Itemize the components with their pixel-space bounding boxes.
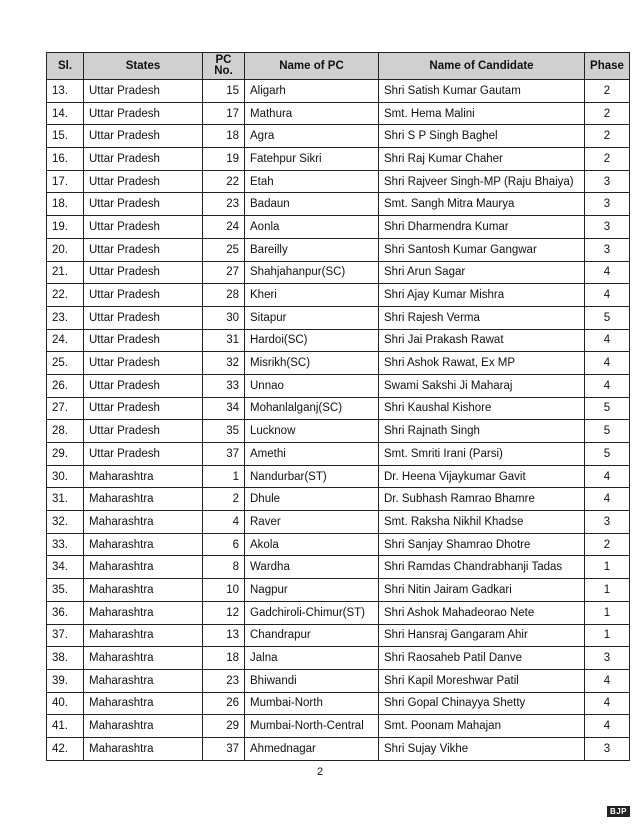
cell-phase: 5 <box>585 443 630 466</box>
cell-phase: 3 <box>585 737 630 760</box>
cell-phase: 4 <box>585 374 630 397</box>
cell-pc-no: 34 <box>203 397 245 420</box>
cell-state: Uttar Pradesh <box>84 148 203 171</box>
cell-sl: 15. <box>47 125 84 148</box>
cell-candidate: Shri Rajesh Verma <box>379 306 585 329</box>
cell-pc-no: 33 <box>203 374 245 397</box>
cell-candidate: Dr. Subhash Ramrao Bhamre <box>379 488 585 511</box>
table-row <box>47 261 630 284</box>
table-row <box>47 216 630 239</box>
cell-pc-name: Aonla <box>245 216 379 239</box>
cell-candidate: Shri Gopal Chinayya Shetty <box>379 692 585 715</box>
cell-pc-no: 27 <box>203 261 245 284</box>
cell-candidate: Smt. Poonam Mahajan <box>379 715 585 738</box>
cell-phase: 3 <box>585 193 630 216</box>
cell-pc-no: 29 <box>203 715 245 738</box>
cell-pc-no: 10 <box>203 579 245 602</box>
cell-pc-no: 17 <box>203 102 245 125</box>
cell-phase: 4 <box>585 715 630 738</box>
table-row <box>47 284 630 307</box>
cell-state: Uttar Pradesh <box>84 238 203 261</box>
cell-candidate: Shri Rajveer Singh-MP (Raju Bhaiya) <box>379 170 585 193</box>
cell-sl: 37. <box>47 624 84 647</box>
cell-phase: 4 <box>585 669 630 692</box>
table-row <box>47 102 630 125</box>
cell-phase: 4 <box>585 465 630 488</box>
cell-pc-no: 23 <box>203 669 245 692</box>
header-pc-name: Name of PC <box>245 53 379 80</box>
cell-state: Maharashtra <box>84 579 203 602</box>
cell-candidate: Shri Kapil Moreshwar Patil <box>379 669 585 692</box>
cell-candidate: Smt. Hema Malini <box>379 102 585 125</box>
cell-state: Maharashtra <box>84 511 203 534</box>
cell-pc-name: Wardha <box>245 556 379 579</box>
cell-sl: 26. <box>47 374 84 397</box>
cell-sl: 25. <box>47 352 84 375</box>
cell-phase: 4 <box>585 488 630 511</box>
table-row <box>47 511 630 534</box>
cell-sl: 40. <box>47 692 84 715</box>
table-row <box>47 488 630 511</box>
cell-sl: 16. <box>47 148 84 171</box>
cell-pc-no: 23 <box>203 193 245 216</box>
cell-pc-name: Nandurbar(ST) <box>245 465 379 488</box>
cell-phase: 3 <box>585 238 630 261</box>
cell-pc-no: 1 <box>203 465 245 488</box>
cell-sl: 18. <box>47 193 84 216</box>
cell-state: Uttar Pradesh <box>84 193 203 216</box>
cell-candidate: Shri Raj Kumar Chaher <box>379 148 585 171</box>
cell-phase: 4 <box>585 692 630 715</box>
cell-pc-name: Jalna <box>245 647 379 670</box>
table-row <box>47 465 630 488</box>
cell-state: Uttar Pradesh <box>84 125 203 148</box>
cell-state: Maharashtra <box>84 533 203 556</box>
cell-phase: 5 <box>585 397 630 420</box>
cell-state: Maharashtra <box>84 488 203 511</box>
cell-phase: 3 <box>585 647 630 670</box>
cell-sl: 13. <box>47 80 84 103</box>
cell-phase: 4 <box>585 284 630 307</box>
cell-state: Uttar Pradesh <box>84 352 203 375</box>
cell-phase: 2 <box>585 148 630 171</box>
cell-state: Maharashtra <box>84 556 203 579</box>
cell-candidate: Shri Ashok Mahadeorao Nete <box>379 601 585 624</box>
cell-pc-no: 32 <box>203 352 245 375</box>
cell-pc-no: 8 <box>203 556 245 579</box>
cell-pc-name: Shahjahanpur(SC) <box>245 261 379 284</box>
cell-pc-no: 25 <box>203 238 245 261</box>
cell-pc-no: 13 <box>203 624 245 647</box>
cell-state: Uttar Pradesh <box>84 284 203 307</box>
cell-sl: 42. <box>47 737 84 760</box>
cell-pc-no: 28 <box>203 284 245 307</box>
cell-pc-name: Gadchiroli-Chimur(ST) <box>245 601 379 624</box>
cell-sl: 34. <box>47 556 84 579</box>
cell-pc-name: Badaun <box>245 193 379 216</box>
cell-pc-name: Hardoi(SC) <box>245 329 379 352</box>
cell-sl: 22. <box>47 284 84 307</box>
cell-pc-no: 30 <box>203 306 245 329</box>
cell-sl: 30. <box>47 465 84 488</box>
table-row <box>47 125 630 148</box>
cell-pc-name: Unnao <box>245 374 379 397</box>
table-row <box>47 80 630 103</box>
header-pc-no <box>203 53 245 80</box>
header-candidate: Name of Candidate <box>379 53 585 80</box>
cell-pc-name: Sitapur <box>245 306 379 329</box>
cell-phase: 4 <box>585 352 630 375</box>
cell-phase: 4 <box>585 261 630 284</box>
cell-candidate: Shri Hansraj Gangaram Ahir <box>379 624 585 647</box>
cell-sl: 39. <box>47 669 84 692</box>
cell-pc-no: 37 <box>203 737 245 760</box>
cell-state: Maharashtra <box>84 647 203 670</box>
cell-sl: 19. <box>47 216 84 239</box>
table-row <box>47 624 630 647</box>
cell-pc-name: Raver <box>245 511 379 534</box>
cell-candidate: Shri Ajay Kumar Mishra <box>379 284 585 307</box>
cell-candidate: Shri Sujay Vikhe <box>379 737 585 760</box>
cell-state: Uttar Pradesh <box>84 306 203 329</box>
cell-phase: 5 <box>585 420 630 443</box>
cell-sl: 32. <box>47 511 84 534</box>
table-row <box>47 692 630 715</box>
cell-state: Maharashtra <box>84 715 203 738</box>
cell-pc-no: 24 <box>203 216 245 239</box>
cell-state: Maharashtra <box>84 465 203 488</box>
cell-pc-no: 37 <box>203 443 245 466</box>
cell-state: Maharashtra <box>84 692 203 715</box>
cell-state: Uttar Pradesh <box>84 374 203 397</box>
table-body <box>47 80 630 761</box>
cell-pc-no: 2 <box>203 488 245 511</box>
cell-sl: 33. <box>47 533 84 556</box>
cell-pc-no: 4 <box>203 511 245 534</box>
cell-state: Maharashtra <box>84 737 203 760</box>
cell-state: Uttar Pradesh <box>84 397 203 420</box>
cell-pc-name: Dhule <box>245 488 379 511</box>
cell-pc-name: Kheri <box>245 284 379 307</box>
cell-candidate: Shri Rajnath Singh <box>379 420 585 443</box>
cell-phase: 2 <box>585 533 630 556</box>
cell-candidate: Smt. Smriti Irani (Parsi) <box>379 443 585 466</box>
cell-phase: 1 <box>585 624 630 647</box>
table-row <box>47 715 630 738</box>
table-row <box>47 374 630 397</box>
header-pc-no-line1: PC <box>215 54 232 66</box>
table-row <box>47 420 630 443</box>
cell-sl: 28. <box>47 420 84 443</box>
table-row <box>47 737 630 760</box>
header-phase: Phase <box>585 53 630 80</box>
cell-pc-name: Amethi <box>245 443 379 466</box>
cell-candidate: Shri Raosaheb Patil Danve <box>379 647 585 670</box>
watermark-logo: BJP <box>607 806 630 817</box>
cell-candidate: Swami Sakshi Ji Maharaj <box>379 374 585 397</box>
cell-candidate: Shri Sanjay Shamrao Dhotre <box>379 533 585 556</box>
cell-phase: 2 <box>585 102 630 125</box>
table-row <box>47 443 630 466</box>
cell-phase: 1 <box>585 601 630 624</box>
cell-sl: 21. <box>47 261 84 284</box>
cell-state: Maharashtra <box>84 601 203 624</box>
cell-sl: 38. <box>47 647 84 670</box>
cell-pc-name: Misrikh(SC) <box>245 352 379 375</box>
cell-pc-name: Mumbai-North <box>245 692 379 715</box>
cell-candidate: Dr. Heena Vijaykumar Gavit <box>379 465 585 488</box>
cell-candidate: Shri Dharmendra Kumar <box>379 216 585 239</box>
cell-phase: 1 <box>585 556 630 579</box>
cell-pc-name: Bhiwandi <box>245 669 379 692</box>
table-row <box>47 397 630 420</box>
cell-pc-name: Mathura <box>245 102 379 125</box>
cell-candidate: Shri S P Singh Baghel <box>379 125 585 148</box>
cell-state: Uttar Pradesh <box>84 329 203 352</box>
cell-pc-name: Lucknow <box>245 420 379 443</box>
table-row <box>47 556 630 579</box>
table-row <box>47 533 630 556</box>
cell-pc-no: 15 <box>203 80 245 103</box>
cell-phase: 1 <box>585 579 630 602</box>
table-row <box>47 647 630 670</box>
cell-state: Uttar Pradesh <box>84 170 203 193</box>
cell-candidate: Shri Kaushal Kishore <box>379 397 585 420</box>
cell-sl: 17. <box>47 170 84 193</box>
cell-pc-name: Akola <box>245 533 379 556</box>
table-row <box>47 329 630 352</box>
cell-pc-name: Bareilly <box>245 238 379 261</box>
cell-candidate: Shri Nitin Jairam Gadkari <box>379 579 585 602</box>
cell-pc-no: 26 <box>203 692 245 715</box>
cell-candidate: Smt. Raksha Nikhil Khadse <box>379 511 585 534</box>
cell-sl: 41. <box>47 715 84 738</box>
cell-pc-no: 22 <box>203 170 245 193</box>
table-row <box>47 352 630 375</box>
cell-pc-name: Chandrapur <box>245 624 379 647</box>
cell-candidate: Shri Ashok Rawat, Ex MP <box>379 352 585 375</box>
table-row <box>47 579 630 602</box>
candidate-table <box>46 52 630 761</box>
cell-phase: 2 <box>585 80 630 103</box>
header-pc-no-line2: No. <box>214 65 233 77</box>
cell-sl: 29. <box>47 443 84 466</box>
cell-pc-no: 12 <box>203 601 245 624</box>
table-row <box>47 238 630 261</box>
cell-sl: 35. <box>47 579 84 602</box>
header-sl: Sl. <box>47 53 84 80</box>
cell-state: Maharashtra <box>84 669 203 692</box>
cell-state: Uttar Pradesh <box>84 216 203 239</box>
cell-pc-name: Agra <box>245 125 379 148</box>
table-row <box>47 669 630 692</box>
cell-sl: 24. <box>47 329 84 352</box>
table-row <box>47 170 630 193</box>
cell-pc-name: Mumbai-North-Central <box>245 715 379 738</box>
cell-pc-no: 6 <box>203 533 245 556</box>
cell-pc-name: Mohanlalganj(SC) <box>245 397 379 420</box>
table-row <box>47 193 630 216</box>
cell-phase: 3 <box>585 216 630 239</box>
cell-sl: 36. <box>47 601 84 624</box>
cell-state: Uttar Pradesh <box>84 261 203 284</box>
cell-sl: 23. <box>47 306 84 329</box>
cell-phase: 5 <box>585 306 630 329</box>
table-row <box>47 148 630 171</box>
cell-candidate: Shri Santosh Kumar Gangwar <box>379 238 585 261</box>
cell-sl: 27. <box>47 397 84 420</box>
cell-state: Uttar Pradesh <box>84 420 203 443</box>
cell-candidate: Shri Arun Sagar <box>379 261 585 284</box>
cell-pc-no: 31 <box>203 329 245 352</box>
cell-candidate: Shri Jai Prakash Rawat <box>379 329 585 352</box>
cell-pc-name: Ahmednagar <box>245 737 379 760</box>
cell-state: Maharashtra <box>84 624 203 647</box>
cell-phase: 3 <box>585 170 630 193</box>
header-states: States <box>84 53 203 80</box>
cell-pc-name: Fatehpur Sikri <box>245 148 379 171</box>
cell-state: Uttar Pradesh <box>84 443 203 466</box>
table-row <box>47 306 630 329</box>
cell-pc-no: 18 <box>203 125 245 148</box>
page-number: 2 <box>316 766 324 778</box>
cell-state: Uttar Pradesh <box>84 80 203 103</box>
cell-candidate: Smt. Sangh Mitra Maurya <box>379 193 585 216</box>
cell-pc-no: 19 <box>203 148 245 171</box>
cell-phase: 2 <box>585 125 630 148</box>
cell-state: Uttar Pradesh <box>84 102 203 125</box>
cell-phase: 4 <box>585 329 630 352</box>
table-row <box>47 601 630 624</box>
cell-candidate: Shri Ramdas Chandrabhanji Tadas <box>379 556 585 579</box>
cell-pc-name: Nagpur <box>245 579 379 602</box>
cell-sl: 14. <box>47 102 84 125</box>
cell-sl: 31. <box>47 488 84 511</box>
cell-pc-no: 18 <box>203 647 245 670</box>
cell-sl: 20. <box>47 238 84 261</box>
cell-phase: 3 <box>585 511 630 534</box>
table-header-row <box>47 53 630 80</box>
cell-pc-name: Etah <box>245 170 379 193</box>
cell-candidate: Shri Satish Kumar Gautam <box>379 80 585 103</box>
cell-pc-name: Aligarh <box>245 80 379 103</box>
cell-pc-no: 35 <box>203 420 245 443</box>
